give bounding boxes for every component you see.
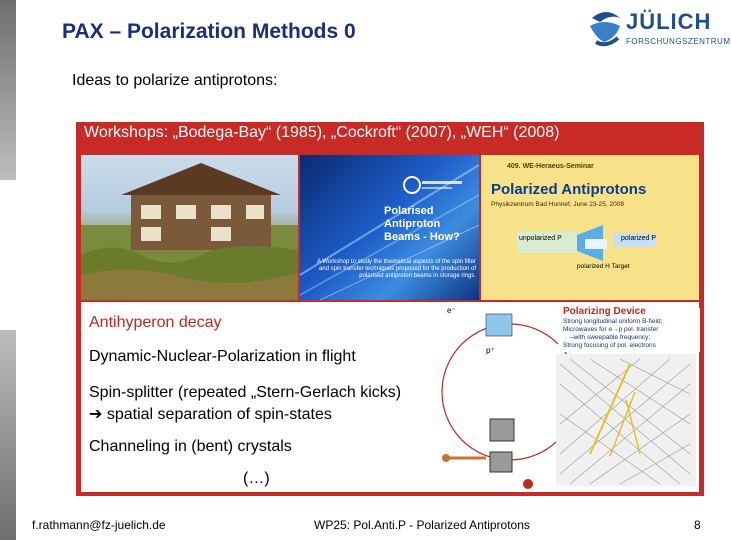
method-spatial-separation: spatial separation of spin-states xyxy=(106,406,332,423)
method-spin-splitter: Spin-splitter (repeated „Stern-Gerlach kicks) xyxy=(89,384,402,401)
cockcroft-poster-body: A Workshop to study the theoretical aspects of the spin filter and spin transfer techniques proposed for the production of polarised antiproton beams in storage rings. xyxy=(317,259,476,279)
method-dnp-in-flight: Dynamic-Nuclear-Polarization in flight xyxy=(89,348,356,365)
weh-poster-venue: Physikzentrum Bad Honnef, June 23-25, 2008 xyxy=(491,201,624,208)
logo-subtitle: FORSCHUNGSZENTRUM xyxy=(626,37,731,46)
device-line-3: –with sweepable frequency; xyxy=(570,334,651,341)
weh-poster-heading: Polarized Antiprotons xyxy=(491,181,647,198)
intro-text: Ideas to polarize antiprotons: xyxy=(72,72,278,89)
weh-seminar-poster xyxy=(481,155,699,300)
device-line-1: Strong longitudinal uniform B-field; xyxy=(563,318,663,325)
method-channeling: Channeling in (bent) crystals xyxy=(89,438,292,455)
workshops-text: Workshops: „Bodega-Bay“ (1985), „Cockroft“ (2007), „WEH“ (2008) xyxy=(84,124,560,141)
footer-page-number: 8 xyxy=(694,518,701,532)
logo-wordmark: JÜLICH xyxy=(626,9,712,34)
slide-title: PAX – Polarization Methods 0 xyxy=(62,20,356,43)
cockcroft-workshop-poster xyxy=(300,155,479,300)
cockcroft-poster-heading: Polarised Antiproton Beams - How? xyxy=(384,205,460,243)
right-arrow-icon: ➔ xyxy=(89,406,107,423)
device-line-4: Strong focusing of pol. electrons xyxy=(563,342,656,349)
label-proton: p⁺ xyxy=(486,346,495,355)
weh-label-unpolarized: unpolarized P xyxy=(519,235,562,242)
left-decor-bar-bottom xyxy=(0,330,16,540)
footer-author: f.rathmann@fz-juelich.de xyxy=(32,518,166,532)
ellipsis-text: (…) xyxy=(243,470,270,487)
label-electron: e⁻ xyxy=(447,306,456,315)
left-decor-bar-top xyxy=(0,0,16,180)
weh-label-polarized: polarized P xyxy=(621,235,657,242)
weh-seminar-label: 409. WE-Heraeus-Seminar xyxy=(507,163,594,170)
footer-talk-title: WP25: Pol.Anti.P - Polarized Antiprotons xyxy=(314,518,530,532)
device-line-2: Microwaves for e→p pol. transfer xyxy=(563,326,659,333)
device-title: Polarizing Device xyxy=(563,306,646,317)
method-antihyperon-decay: Antihyperon decay xyxy=(89,314,222,331)
bodega-bay-photo xyxy=(81,155,298,300)
method-spin-splitter-continued xyxy=(89,404,332,424)
weh-label-target: polarized H Target xyxy=(577,263,630,270)
